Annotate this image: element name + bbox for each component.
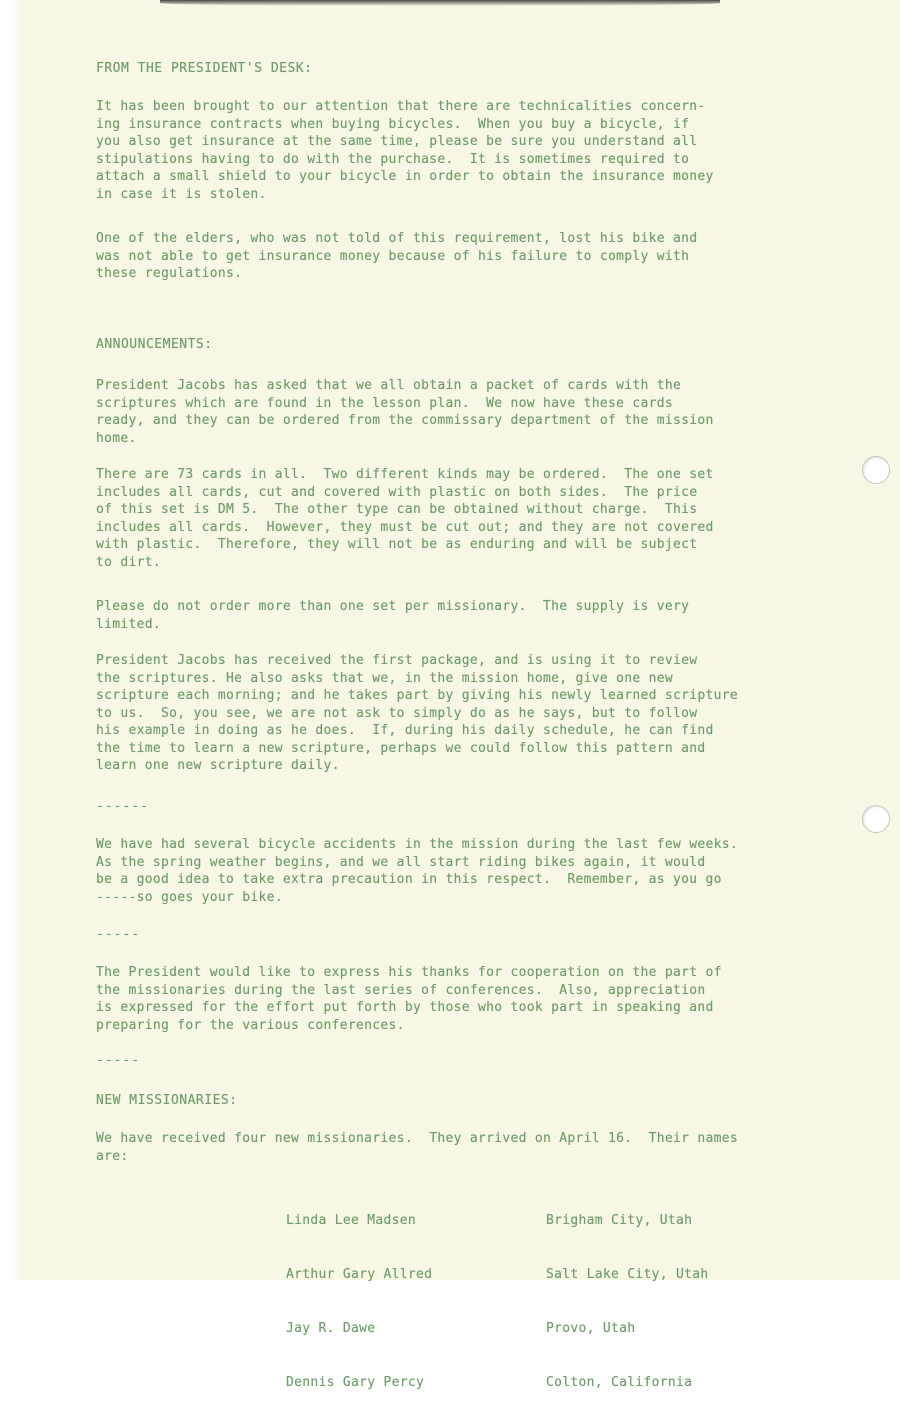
missionary-name: Arthur Gary Allred — [286, 1267, 433, 1282]
paragraph-order-limit: Please do not order more than one set per missionary. The supply is very limited. — [96, 599, 690, 632]
section-heading-new-missionaries: NEW MISSIONARIES: — [96, 1093, 238, 1108]
missionary-hometown: Brigham City, Utah — [546, 1213, 693, 1228]
separator: ----- — [96, 927, 141, 942]
missionary-name: Jay R. Dawe — [286, 1321, 376, 1336]
paragraph-card-types: There are 73 cards in all. Two different kinds may be ordered. The one set includes all cards, cut and covered with plastic on both sides. The price of this set is DM 5. The other type can be obtained without charge. This includes all cards. However, they must be cut out; and they are not covered with plastic. Therefore, they will not be as enduring and will be subject to dirt. — [96, 467, 714, 570]
missionary-names-column — [286, 1176, 432, 1428]
section-heading-announcements: ANNOUNCEMENTS: — [96, 337, 213, 352]
section-heading-presidents-desk: FROM THE PRESIDENT'S DESK: — [96, 61, 313, 76]
paragraph-president-example: President Jacobs has received the first package, and is using it to review the scriptures. He also asks that we, in the mission home, give one new scripture each morning; and he takes part by giving his newly learned scripture to us. So, you see, we are not ask to simply do as he says, but to follow his example in doing as he does. If, during his daily schedule, he can find the time to learn a new scripture, perhaps we could follow this pattern and learn one new scripture daily. — [96, 653, 739, 773]
separator: ----- — [96, 1053, 141, 1068]
missionary-name: Dennis Gary Percy — [286, 1375, 425, 1390]
missionary-hometowns-column — [546, 1176, 709, 1428]
missionary-hometown: Colton, California — [546, 1375, 693, 1390]
paragraph-scripture-cards: President Jacobs has asked that we all obtain a packet of cards with the scriptures which are found in the lesson plan. We now have these cards ready, and they can be ordered from the commissary department of the mission home. — [96, 378, 714, 446]
paragraph-bicycle-accidents: We have had several bicycle accidents in the mission during the last few weeks. As the spring weather begins, and we all start riding bikes again, it would be a good idea to take extra precaution in this respect. Remember, as you go -----so goes your bike. — [96, 837, 739, 905]
missionary-hometown: Provo, Utah — [546, 1321, 636, 1336]
paragraph-new-missionaries-intro: We have received four new missionaries. They arrived on April 16. Their names are: — [96, 1131, 739, 1164]
missionary-name: Linda Lee Madsen — [286, 1213, 417, 1228]
missionary-hometown: Salt Lake City, Utah — [546, 1267, 709, 1282]
paragraph-insurance: It has been brought to our attention that there are technicalities concern- ing insurance contracts when buying bicycles. When you buy a bicycle, if you also get insurance at the same time, please be sure you understand all stipulations having to do with the purchase. It is sometimes required to attach a small shield to your bicycle in order to obtain the insurance money in case it is stolen. — [96, 99, 714, 202]
punch-hole — [862, 456, 890, 484]
punch-hole — [862, 805, 890, 833]
scan-top-shadow — [160, 0, 720, 6]
paragraph-elder-bike: One of the elders, who was not told of this requirement, lost his bike and was not able to get insurance money because of his failure to comply with these regulations. — [96, 231, 698, 281]
paragraph-conference-thanks: The President would like to express his thanks for cooperation on the part of the missionaries during the last series of conferences. Also, appreciation is expressed for the effort put forth by those who took part in speaking and preparing for the various conferences. — [96, 965, 722, 1033]
separator: ------ — [96, 799, 149, 814]
scan-margin — [0, 0, 22, 1280]
